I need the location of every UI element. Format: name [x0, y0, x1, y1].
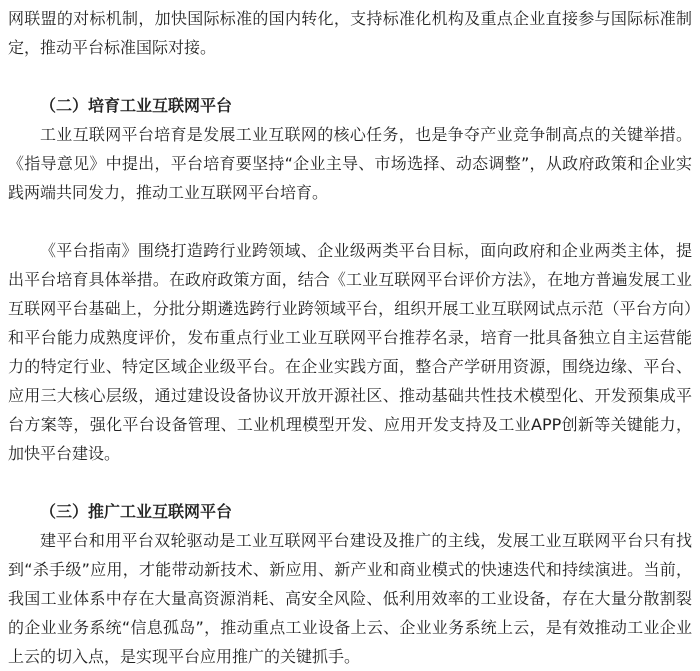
paragraph-platform-guide: 《平台指南》围绕打造跨行业跨领域、企业级两类平台目标，面向政府和企业两类主体，提出平台培育具体举措。在政府政策方面，结合《工业互联网平台评价方法》，在地方普遍发展工业互联网平台基础上，分批分期遴选跨行业跨领域平台，组织开展工业互联网试点示范（平台方向）和平台能力成熟度评价，发布重点行业工业互联网平台推荐名录，培育一批具备独立自主运营能力的特定行业、特定区域企业级平台。在企业实践方面，整合产学研用资源，围绕边缘、平台、应用三大核心层级，通过建设设备协议开放开源社区、推动基础共性技术模型化、开发预集成平台方案等，强化平台设备管理、工业机理模型开发、应用开发支持及工业APP创新等关键能力，加快平台建设。	[8, 241, 692, 463]
paragraph-cultivate-intro: 工业互联网平台培育是发展工业互联网的核心任务，也是争夺产业竞争制高点的关键举措。《指导意见》中提出，平台培育要坚持“企业主导、市场选择、动态调整”，从政府政策和企业实践两端共同发力，推动工业互联网平台培育。	[8, 125, 692, 202]
section-heading-promote: （三）推广工业互联网平台	[40, 502, 233, 521]
section-heading-cultivate: （二）培育工业互联网平台	[40, 96, 233, 115]
paragraph-gap	[8, 468, 692, 497]
paragraph-gap	[8, 207, 692, 236]
paragraph-promote: 建平台和用平台双轮驱动是工业互联网平台建设及推广的主线，发展工业互联网平台只有找到“杀手级”应用，才能带动新技术、新应用、新产业和商业模式的快速迭代和持续演进。当前，我国工业体系中存在大量高资源消耗、高安全风险、低利用效率的工业设备，存在大量分散割裂的企业业务系统“信息孤岛”，推动重点工业设备上云、企业业务系统上云，是有效推动工业企业上云的切入点，是实现平台应用推广的关键抓手。	[8, 531, 692, 666]
paragraph-standards: 网联盟的对标机制，加快国际标准的国内转化，支持标准化机构及重点企业直接参与国际标准制定，推动平台标准国际对接。	[8, 9, 692, 57]
paragraph-gap	[8, 62, 692, 91]
